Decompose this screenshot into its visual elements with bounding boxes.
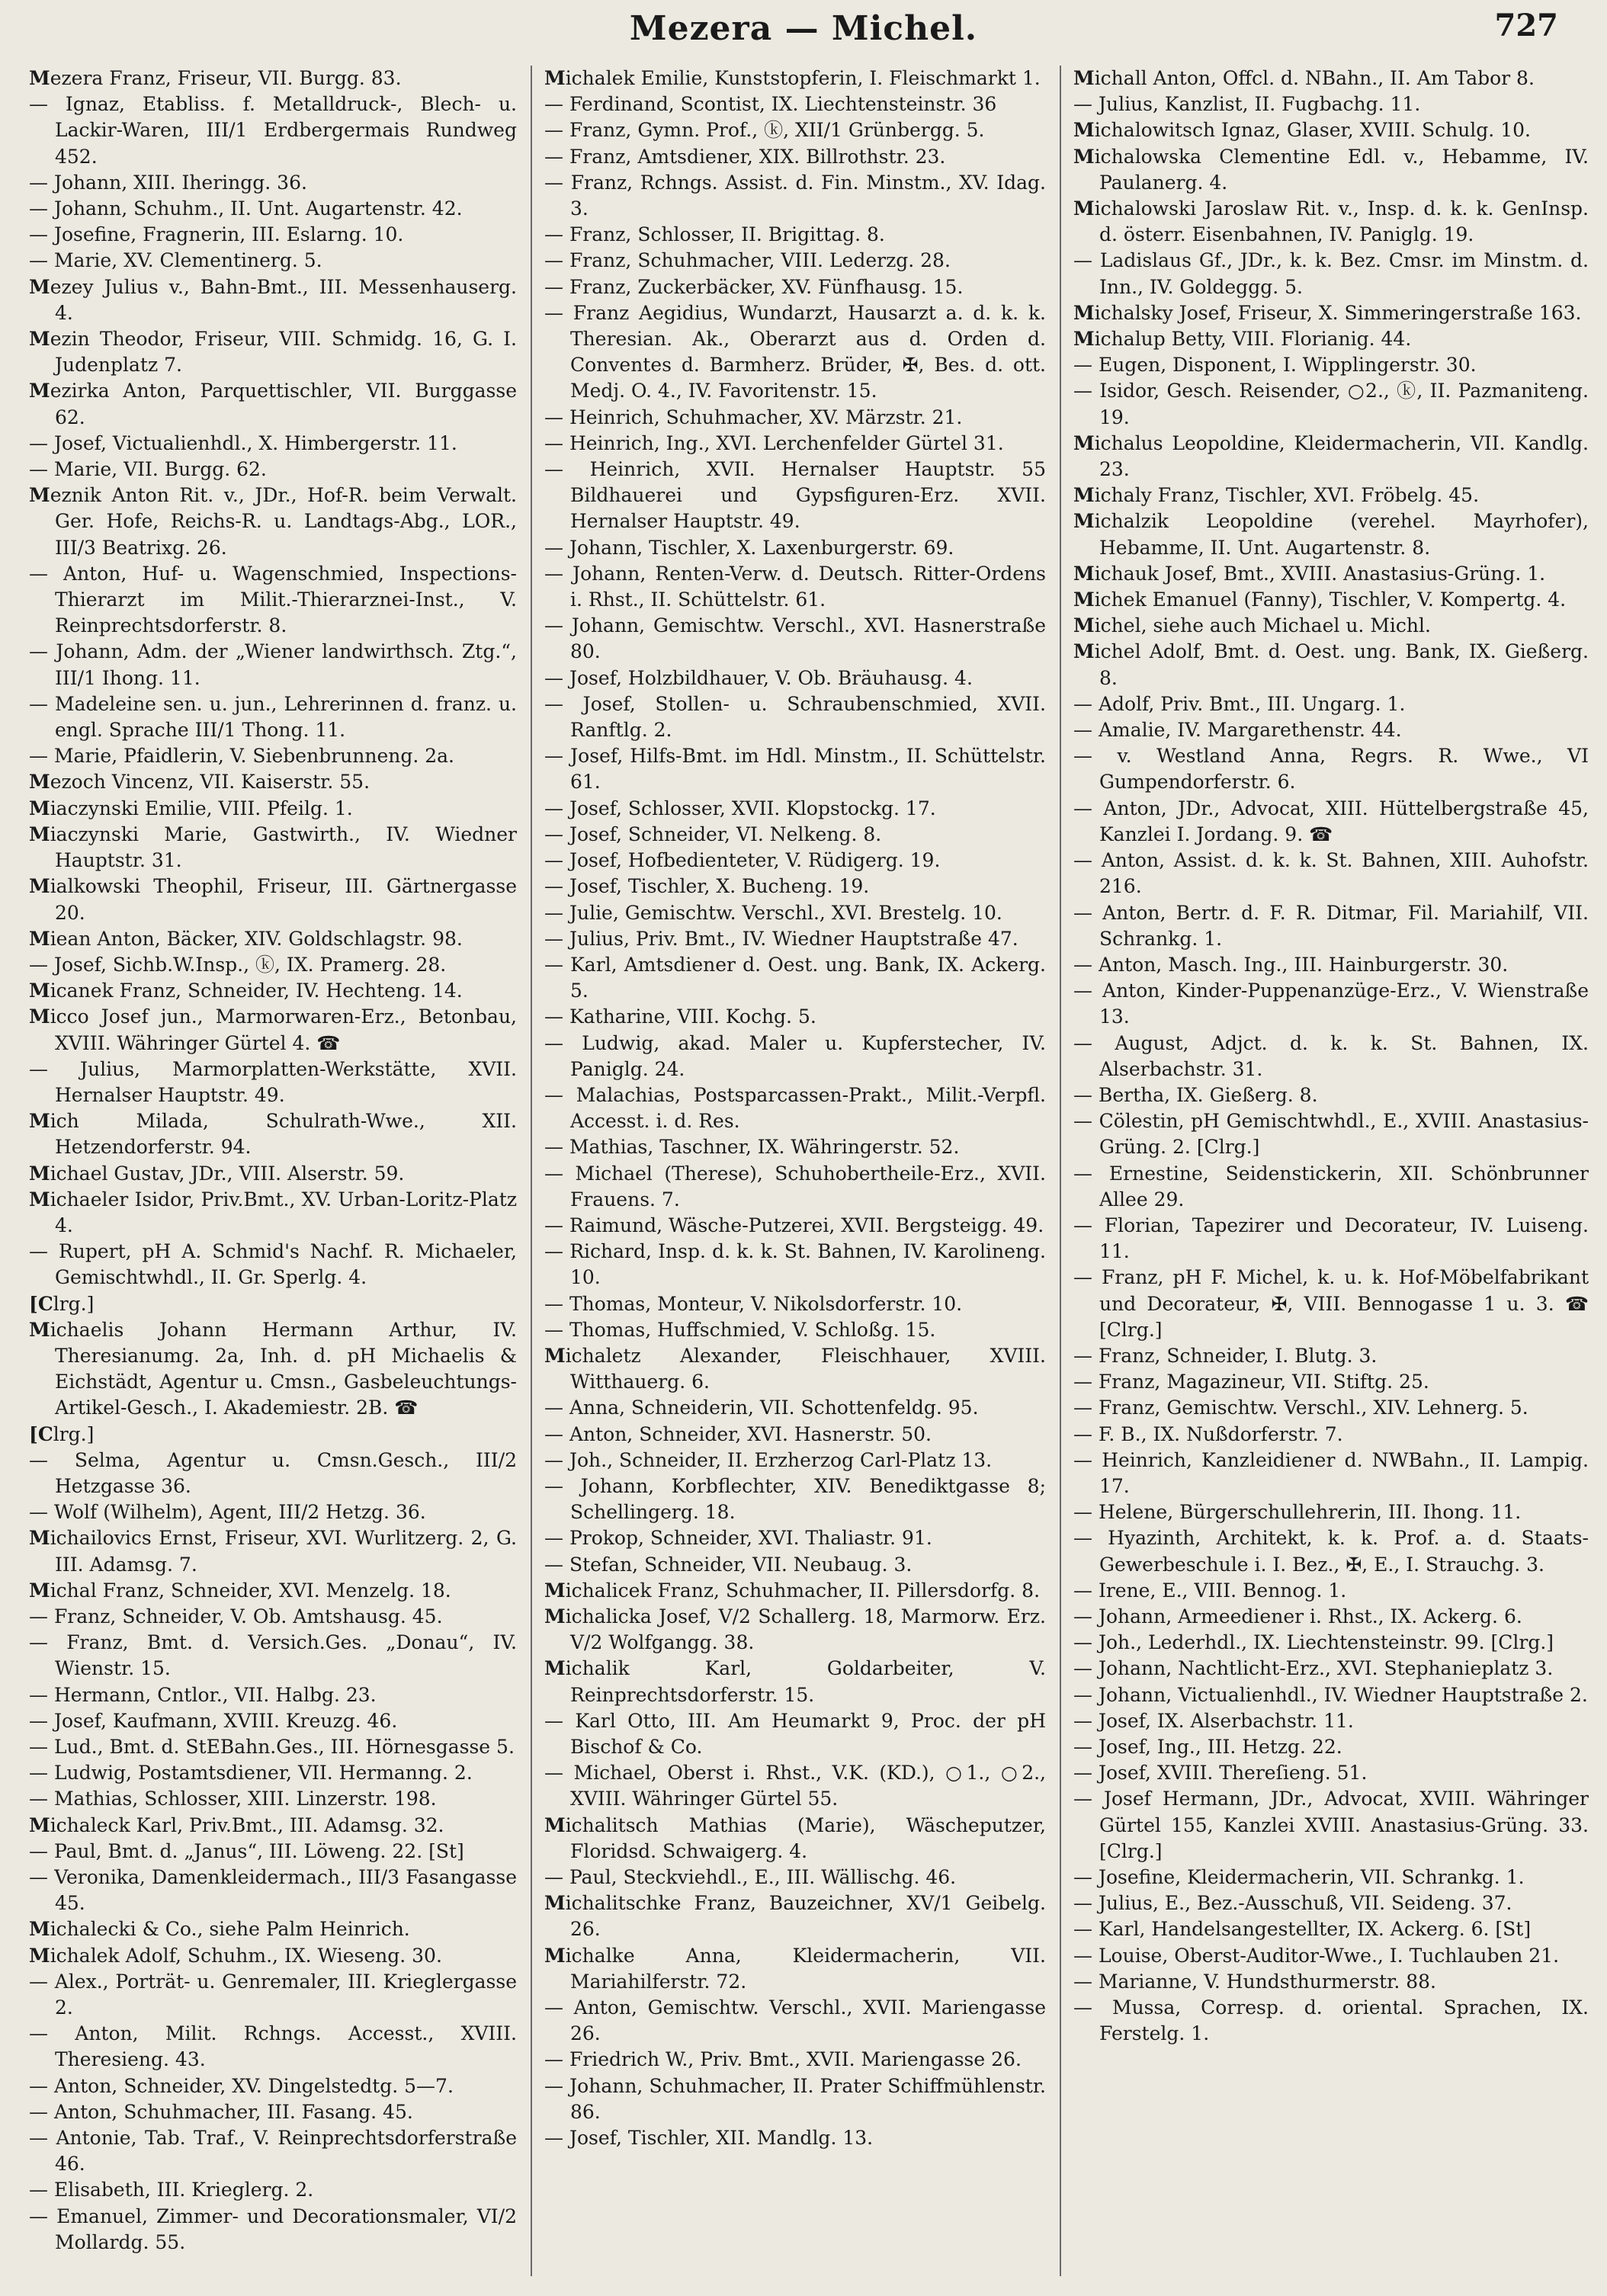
directory-entry: — Antonie, Tab. Traf., V. Reinprechtsdorferstraße 46. [29, 2127, 517, 2176]
directory-entry: — Josef, Schlosser, XVII. Klopstockg. 17. [544, 797, 936, 819]
directory-entry: — Karl Otto, III. Am Heumarkt 9, Proc. der pH Bischof & Co. [544, 1709, 1046, 1758]
directory-entry: — Johann, Schuhmacher, II. Prater Schiffmühlenstr. 86. [544, 2074, 1046, 2123]
directory-entry: Mezera Franz, Friseur, VII. Burgg. 83. [29, 67, 402, 89]
directory-entry: — Franz, Amtsdiener, XIX. Billrothstr. 23. [544, 145, 946, 168]
column-2 [544, 66, 1046, 2284]
directory-entry: Michalke Anna, Kleidermacherin, VII. Mariahilferstr. 72. [544, 1944, 1046, 1993]
running-head: Mezera — Michel. [629, 9, 978, 48]
directory-entry: — Franz, Schlosser, II. Brigittag. 8. [544, 223, 885, 246]
directory-entry: — Josef Hermann, JDr., Advocat, XVIII. Währinger Gürtel 155, Kanzlei XVIII. Anastasius-Grüng. 33. [Clrg.] [1073, 1788, 1589, 1862]
directory-entry: — Michael (Therese), Schuhobertheile-Erz., XVII. Frauens. 7. [544, 1162, 1046, 1211]
page-header [0, 3, 1607, 69]
directory-entry: Mezin Theodor, Friseur, VIII. Schmidg. 16, G. I. Judenplatz 7. [29, 328, 517, 377]
directory-entry: — Franz, Schneider, V. Ob. Amtshausg. 45. [29, 1605, 443, 1627]
directory-entry: — Bertha, IX. Gießerg. 8. [1073, 1083, 1318, 1106]
directory-entry: — Joh., Schneider, II. Erzherzog Carl-Platz 13. [544, 1448, 993, 1471]
directory-entry: — Wolf (Wilhelm), Agent, III/2 Hetzg. 36. [29, 1501, 426, 1524]
directory-entry: — Franz, Rchngs. Assist. d. Fin. Minstm., XV. Idag. 3. [544, 171, 1046, 220]
directory-entry: Mezoch Vincenz, VII. Kaiserstr. 55. [29, 771, 370, 794]
directory-entry: Miaczynski Emilie, VIII. Pfeilg. 1. [29, 797, 353, 819]
directory-entry: — Raimund, Wäsche-Putzerei, XVII. Bergsteigg. 49. [544, 1214, 1044, 1236]
directory-entry: Miean Anton, Bäcker, XIV. Goldschlagstr. 98. [29, 927, 463, 950]
directory-entry: — Katharine, VIII. Kochg. 5. [544, 1005, 816, 1028]
directory-entry: — Helene, Bürgerschullehrerin, III. Ihong. 11. [1073, 1501, 1522, 1524]
directory-entry: — August, Adjct. d. k. k. St. Bahnen, IX. Alserbachstr. 31. [1073, 1031, 1589, 1080]
directory-entry: — Johann, Armeediener i. Rhst., IX. Ackerg. 6. [1073, 1605, 1522, 1627]
directory-entry: — Cölestin, pH Gemischtwhdl., E., XVIII. Anastasius-Grüng. 2. [Clrg.] [1073, 1110, 1589, 1159]
directory-entry: — Ferdinand, Scontist, IX. Liechtensteinstr. 36 [544, 93, 997, 116]
column-divider [531, 66, 532, 2276]
directory-entry: — Johann, Tischler, X. Laxenburgerstr. 69. [544, 536, 954, 559]
directory-entry: — Hyazinth, Architekt, k. k. Prof. a. d. Staats-Gewerbeschule i. I. Bez., ✠, E., I. Strauchg. 3. [1073, 1527, 1589, 1576]
directory-entry: — Madeleine sen. u. jun., Lehrerinnen d. franz. u. engl. Sprache III/1 Thong. 11. [29, 692, 517, 742]
column-divider [1060, 66, 1061, 2276]
directory-entry: — Anton, Schneider, XVI. Hasnerstr. 50. [544, 1422, 932, 1445]
directory-entry: — Paul, Bmt. d. „Janus“, III. Löweng. 22. [St] [29, 1839, 464, 1862]
directory-entry: — Anna, Schneiderin, VII. Schottenfeldg. 95. [544, 1397, 979, 1419]
directory-entry: — Johann, Victualienhdl., IV. Wiedner Hauptstraße 2. [1073, 1683, 1588, 1706]
directory-entry: — Joh., Lederhdl., IX. Liechtensteinstr. 99. [Clrg.] [1073, 1631, 1554, 1654]
directory-entry: — Elisabeth, III. Krieglerg. 2. [29, 2179, 314, 2201]
directory-entry: — Hermann, Cntlor., VII. Halbg. 23. [29, 1683, 377, 1706]
directory-entry: — Johann, Korbflechter, XIV. Benediktgasse 8; Schellingerg. 18. [544, 1474, 1046, 1524]
directory-entry: — Josef, XVIII. Thereſieng. 51. [1073, 1762, 1368, 1785]
directory-entry: Michalecki & Co., siehe Palm Heinrich. [29, 1918, 410, 1941]
directory-entry: Michalicka Josef, V/2 Schallerg. 18, Marmorw. Erz. V/2 Wolfgangg. 38. [544, 1605, 1046, 1654]
directory-entry: — Louise, Oberst-Auditor-Wwe., I. Tuchlauben 21. [1073, 1944, 1560, 1967]
directory-entry: Michauk Josef, Bmt., XVIII. Anastasius-Grüng. 1. [1073, 562, 1546, 585]
directory-entry: — Franz, Schuhmacher, VIII. Lederzg. 28. [544, 249, 951, 272]
directory-entry: Miaczynski Marie, Gastwirth., IV. Wiedner Hauptstr. 31. [29, 823, 517, 872]
directory-entry: — Lud., Bmt. d. StEBahn.Ges., III. Hörnesgasse 5. [29, 1736, 515, 1758]
directory-entry: — Selma, Agentur u. Cmsn.Gesch., III/2 Hetzgasse 36. [29, 1448, 517, 1497]
directory-entry: Micco Josef jun., Marmorwaren-Erz., Betonbau, XVIII. Währinger Gürtel 4. ☎ [29, 1005, 517, 1054]
directory-entry: Michailovics Ernst, Friseur, XVI. Wurlitzerg. 2, G. III. Adamsg. 7. [29, 1527, 517, 1576]
directory-entry: Michaelis Johann Hermann Arthur, IV. Theresianumg. 2a, Inh. d. pH Michaelis & Eichstädt, Agentur u. Cmsn., Gasbeleuchtungs-Artikel-Gesch., I. Akademiestr. 2B. ☎ [29, 1318, 517, 1419]
directory-entry: — Ernestine, Seidenstickerin, XII. Schönbrunner Allee 29. [1073, 1162, 1589, 1211]
directory-entry: — Josef, Sichb.W.Insp., ⓚ, IX. Pramerg. 28. [29, 953, 447, 976]
directory-entry: — Karl, Handelsangestellter, IX. Ackerg. 6. [St] [1073, 1918, 1532, 1941]
directory-entry: — Johann, Gemischtw. Verschl., XVI. Hasnerstraße 80. [544, 614, 1046, 663]
directory-entry: — Anton, JDr., Advocat, XIII. Hüttelbergstraße 45, Kanzlei I. Jordang. 9. ☎ [1073, 797, 1589, 845]
directory-entry: — Heinrich, XVII. Hernalser Hauptstr. 55 Bildhauerei und Gypsfiguren-Erz. XVII. Hernalser Hauptstr. 49. [544, 458, 1046, 533]
directory-entry: Mezirka Anton, Parquettischler, VII. Burggasse 62. [29, 380, 517, 428]
directory-entry: — Josef, Hilfs-Bmt. im Hdl. Minstm., II. Schüttelstr. 61. [544, 745, 1046, 794]
directory-entry: — Thomas, Monteur, V. Nikolsdorferstr. 10. [544, 1292, 963, 1315]
directory-entry: — Josef, Holzbildhauer, V. Ob. Bräuhausg. 4. [544, 666, 973, 689]
directory-entry: — Veronika, Damenkleidermach., III/3 Fasangasse 45. [29, 1866, 517, 1915]
directory-entry: — Anton, Masch. Ing., III. Hainburgerstr. 30. [1073, 953, 1509, 976]
directory-entry: — Franz, pH F. Michel, k. u. k. Hof-Möbelfabrikant und Decorateur, ✠, VIII. Bennogasse 1 u. 3. ☎ [Clrg.] [1073, 1266, 1589, 1341]
directory-entry: — Ludwig, Postamtsdiener, VII. Hermanng. 2. [29, 1762, 473, 1785]
directory-entry: — Mathias, Taschner, IX. Währingerstr. 52. [544, 1136, 960, 1159]
directory-entry: Michalowski Jaroslaw Rit. v., Insp. d. k. k. GenInsp. d. österr. Eisenbahnen, IV. Paniglg. 19. [1073, 197, 1589, 246]
directory-entry: — Ludwig, akad. Maler u. Kupferstecher, IV. Paniglg. 24. [544, 1031, 1046, 1080]
directory-entry: — Anton, Bertr. d. F. R. Ditmar, Fil. Mariahilf, VII. Schrankg. 1. [1073, 901, 1589, 950]
directory-entry: — Anton, Schuhmacher, III. Fasang. 45. [29, 2100, 413, 2123]
directory-entry: — Franz, Bmt. d. Versich.Ges. „Donau“, IV. Wienstr. 15. [29, 1631, 517, 1680]
directory-entry: — Rupert, pH A. Schmid's Nachf. R. Michaeler, Gemischtwhdl., II. Gr. Sperlg. 4. [29, 1240, 517, 1289]
directory-entry: — Josef, Tischler, X. Bucheng. 19. [544, 875, 870, 898]
directory-entry: — Anton, Schneider, XV. Dingelstedtg. 5—7. [29, 2074, 454, 2097]
directory-entry: Michaly Franz, Tischler, XVI. Fröbelg. 45. [1073, 484, 1480, 507]
directory-entry: — Anton, Gemischtw. Verschl., XVII. Mariengasse 26. [544, 1996, 1046, 2045]
directory-entry: — Josef, IX. Alserbachstr. 11. [1073, 1709, 1354, 1732]
directory-entry: — Josefine, Kleidermacherin, VII. Schrankg. 1. [1073, 1866, 1525, 1889]
directory-entry: — Isidor, Gesch. Reisender, ○2., ⓚ, II. Pazmaniteng. 19. [1073, 380, 1589, 428]
directory-entry: — Heinrich, Kanzleidiener d. NWBahn., II. Lampig. 17. [1073, 1448, 1589, 1497]
directory-entry: Michalsky Josef, Friseur, X. Simmeringerstraße 163. [1073, 301, 1582, 324]
directory-entry: — Julius, Kanzlist, II. Fugbachg. 11. [1073, 93, 1421, 116]
directory-entry: [Clrg.] [29, 1292, 95, 1315]
directory-entry: — Marie, Pfaidlerin, V. Siebenbrunneng. 2a. [29, 745, 454, 768]
page-number: 727 [1494, 8, 1558, 43]
directory-entry: — Julius, Priv. Bmt., IV. Wiedner Hauptstraße 47. [544, 927, 1018, 950]
directory-entry: Michalik Karl, Goldarbeiter, V. Reinprechtsdorferstr. 15. [544, 1657, 1046, 1706]
directory-entry: — Franz, Schneider, I. Blutg. 3. [1073, 1344, 1378, 1367]
directory-entry: — Johann, Adm. der „Wiener landwirthsch. Ztg.“, III/1 Ihong. 11. [29, 640, 517, 689]
directory-entry: — Josef, Kaufmann, XVIII. Kreuzg. 46. [29, 1709, 398, 1732]
directory-entry: — Julius, E., Bez.-Ausschuß, VII. Seideng. 37. [1073, 1892, 1512, 1915]
directory-entry: — Stefan, Schneider, VII. Neubaug. 3. [544, 1553, 913, 1576]
directory-entry: — Karl, Amtsdiener d. Oest. ung. Bank, IX. Ackerg. 5. [544, 953, 1046, 1002]
directory-entry: — Josef, Ing., III. Hetzg. 22. [1073, 1736, 1342, 1758]
directory-entry: — Amalie, IV. Margarethenstr. 44. [1073, 719, 1402, 742]
directory-entry: — F. B., IX. Nußdorferstr. 7. [1073, 1422, 1343, 1445]
directory-entry: — Johann, Renten-Verw. d. Deutsch. Ritter-Ordens i. Rhst., II. Schüttelstr. 61. [544, 562, 1046, 611]
directory-entry: Michalek Adolf, Schuhm., IX. Wieseng. 30. [29, 1944, 442, 1967]
directory-entry: Michalitschke Franz, Bauzeichner, XV/1 Geibelg. 26. [544, 1892, 1046, 1941]
directory-entry: Mezey Julius v., Bahn-Bmt., III. Messenhauserg. 4. [29, 275, 517, 324]
directory-entry: — Adolf, Priv. Bmt., III. Ungarg. 1. [1073, 692, 1406, 715]
directory-entry: — Franz, Gemischtw. Verschl., XIV. Lehnerg. 5. [1073, 1397, 1528, 1419]
directory-entry: Michall Anton, Offcl. d. NBahn., II. Am Tabor 8. [1073, 67, 1535, 89]
directory-columns [29, 66, 1590, 2284]
directory-entry: Michalzik Leopoldine (verehel. Mayrhofer), Hebamme, II. Unt. Augartenstr. 8. [1073, 510, 1589, 559]
directory-entry: Michel, siehe auch Michael u. Michl. [1073, 614, 1431, 637]
directory-entry: — Franz, Gymn. Prof., ⓚ, XII/1 Grünbergg. 5. [544, 119, 985, 142]
directory-entry: — Mussa, Corresp. d. oriental. Sprachen, IX. Ferstelg. 1. [1073, 1996, 1589, 2045]
directory-entry: — Malachias, Postsparcassen-Prakt., Milit.-Verpfl. Accesst. i. d. Res. [544, 1083, 1046, 1133]
directory-entry: — Thomas, Huffschmied, V. Schloßg. 15. [544, 1318, 936, 1341]
directory-entry: — Anton, Milit. Rchngs. Accesst., XVIII. Theresieng. 43. [29, 2022, 517, 2071]
directory-entry: — Johann, Schuhm., II. Unt. Augartenstr. 42. [29, 197, 463, 220]
directory-entry: Michal Franz, Schneider, XVI. Menzelg. 18. [29, 1579, 451, 1602]
directory-entry: — Eugen, Disponent, I. Wipplingerstr. 30. [1073, 354, 1477, 377]
directory-entry: — Richard, Insp. d. k. k. St. Bahnen, IV. Karolineng. 10. [544, 1240, 1046, 1289]
directory-entry: — v. Westland Anna, Regrs. R. Wwe., VI Gumpendorferstr. 6. [1073, 745, 1589, 794]
directory-entry: Michaleck Karl, Priv.Bmt., III. Adamsg. 32. [29, 1813, 444, 1836]
directory-entry: — Anton, Huf- u. Wagenschmied, Inspections-Thierarzt im Milit.-Thierarznei-Inst., V. Reinprechtsdorferstr. 8. [29, 562, 517, 637]
directory-entry: — Marie, XV. Clementinerg. 5. [29, 249, 322, 272]
directory-entry: — Franz Aegidius, Wundarzt, Hausarzt a. d. k. k. Theresian. Ak., Oberarzt aus d. Orden d. Conventes d. Barmherz. Brüder, ✠, Bes. d. ott. Medj. O. 4., IV. Favoritenstr. 15. [544, 301, 1046, 402]
directory-entry: — Mathias, Schlosser, XIII. Linzerstr. 198. [29, 1788, 437, 1810]
directory-entry: Michalus Leopoldine, Kleidermacherin, VII. Kandlg. 23. [1073, 431, 1589, 481]
directory-entry: Michaletz Alexander, Fleischhauer, XVIII. Witthauerg. 6. [544, 1344, 1046, 1393]
directory-entry: — Marianne, V. Hundsthurmerstr. 88. [1073, 1970, 1436, 1993]
directory-entry: — Michael, Oberst i. Rhst., V.K. (KD.), ○1., ○2., XVIII. Währinger Gürtel 55. [544, 1762, 1046, 1810]
directory-entry: Michalowska Clementine Edl. v., Hebamme, IV. Paulanerg. 4. [1073, 145, 1589, 194]
directory-entry: — Alex., Porträt- u. Genremaler, III. Krieglergasse 2. [29, 1970, 517, 2019]
directory-entry: Michek Emanuel (Fanny), Tischler, V. Kompertg. 4. [1073, 588, 1567, 611]
directory-entry: Micanek Franz, Schneider, IV. Hechteng. 14. [29, 980, 463, 1002]
directory-entry: — Anton, Assist. d. k. k. St. Bahnen, XIII. Auhofstr. 216. [1073, 849, 1589, 898]
directory-entry: — Heinrich, Schuhmacher, XV. Märzstr. 21. [544, 406, 963, 428]
directory-entry: — Josef, Stollen- u. Schraubenschmied, XVII. Ranftlg. 2. [544, 692, 1046, 742]
directory-entry: — Julie, Gemischtw. Verschl., XVI. Brestelg. 10. [544, 901, 1002, 924]
directory-entry: Michalitsch Mathias (Marie), Wäscheputzer, Floridsd. Schwaigerg. 4. [544, 1813, 1046, 1862]
directory-entry: Michael Gustav, JDr., VIII. Alserstr. 59. [29, 1162, 405, 1185]
directory-entry: Michalup Betty, VIII. Florianig. 44. [1073, 328, 1412, 351]
directory-entry: — Josef, Tischler, XII. Mandlg. 13. [544, 2127, 874, 2150]
directory-entry: — Anton, Kinder-Puppenanzüge-Erz., V. Wienstraße 13. [1073, 980, 1589, 1028]
directory-entry: — Florian, Tapezirer und Decorateur, IV. Luiseng. 11. [1073, 1214, 1589, 1263]
column-1 [29, 66, 517, 2284]
column-3 [1073, 66, 1589, 2284]
directory-entry: — Paul, Steckviehdl., E., III. Wällischg. 46. [544, 1866, 957, 1889]
directory-entry: — Josef, Hofbedienteter, V. Rüdigerg. 19. [544, 849, 941, 872]
directory-entry: — Heinrich, Ing., XVI. Lerchenfelder Gürtel 31. [544, 431, 1004, 454]
directory-entry: — Johann, Nachtlicht-Erz., XVI. Stephanieplatz 3. [1073, 1657, 1554, 1680]
directory-entry: — Josef, Schneider, VI. Nelkeng. 8. [544, 823, 882, 845]
directory-entry: — Irene, E., VIII. Bennog. 1. [1073, 1579, 1347, 1602]
directory-entry: Meznik Anton Rit. v., JDr., Hof-R. beim Verwalt. Ger. Hofe, Reichs-R. u. Landtags-Abg., LOR., III/3 Beatrixg. 26. [29, 484, 517, 559]
directory-entry: — Franz, Magazineur, VII. Stiftg. 25. [1073, 1371, 1429, 1393]
directory-entry: [Clrg.] [29, 1422, 95, 1445]
directory-entry: — Prokop, Schneider, XVI. Thaliastr. 91. [544, 1527, 932, 1550]
directory-entry: Mich Milada, Schulrath-Wwe., XII. Hetzendorferstr. 94. [29, 1110, 517, 1159]
directory-entry: — Emanuel, Zimmer- und Decorationsmaler, VI/2 Mollardg. 55. [29, 2205, 517, 2253]
directory-entry: — Ladislaus Gf., JDr., k. k. Bez. Cmsr. im Minstm. d. Inn., IV. Goldeggg. 5. [1073, 249, 1589, 298]
directory-entry: — Marie, VII. Burgg. 62. [29, 458, 267, 481]
directory-entry: — Julius, Marmorplatten-Werkstätte, XVII. Hernalser Hauptstr. 49. [29, 1057, 517, 1106]
directory-entry: — Franz, Zuckerbäcker, XV. Fünfhausg. 15. [544, 275, 964, 298]
directory-entry: — Josefine, Fragnerin, III. Eslarng. 10. [29, 223, 404, 246]
directory-entry: — Josef, Victualienhdl., X. Himbergerstr. 11. [29, 431, 457, 454]
directory-entry: Michalicek Franz, Schuhmacher, II. Pillersdorfg. 8. [544, 1579, 1041, 1602]
directory-entry: — Friedrich W., Priv. Bmt., XVII. Mariengasse 26. [544, 2048, 1022, 2071]
directory-entry: Michalowitsch Ignaz, Glaser, XVIII. Schulg. 10. [1073, 119, 1531, 142]
directory-entry: Michaeler Isidor, Priv.Bmt., XV. Urban-Loritz-Platz 4. [29, 1188, 517, 1236]
directory-entry: Mialkowski Theophil, Friseur, III. Gärtnergasse 20. [29, 875, 517, 924]
directory-entry: Michalek Emilie, Kunststopferin, I. Fleischmarkt 1. [544, 67, 1041, 89]
directory-entry: Michel Adolf, Bmt. d. Oest. ung. Bank, IX. Gießerg. 8. [1073, 640, 1589, 689]
directory-entry: — Ignaz, Etabliss. f. Metalldruck-, Blech- u. Lackir-Waren, III/1 Erdbergermais Rundweg 452. [29, 93, 517, 168]
directory-entry: — Johann, XIII. Iheringg. 36. [29, 171, 307, 194]
